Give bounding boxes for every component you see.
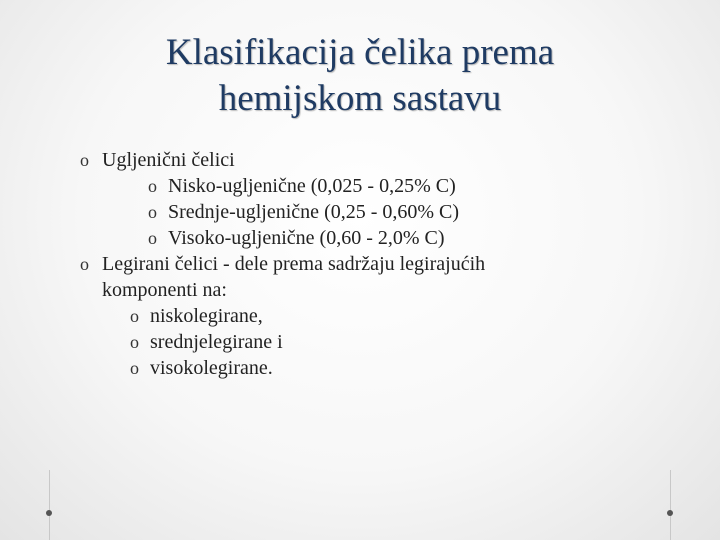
bullet-item-alloy-steels bbox=[80, 251, 680, 277]
sub-item-detail: (0,60 - 2,0% C) bbox=[314, 227, 445, 249]
sub-item-label: visokolegirane bbox=[150, 357, 268, 379]
sub-item-label: Nisko-ugljenične bbox=[168, 175, 306, 197]
right-decor-line bbox=[670, 470, 671, 540]
bullet-marker: o bbox=[80, 254, 89, 274]
bullet-item-carbon-steels bbox=[80, 147, 680, 173]
bullet-marker: o bbox=[148, 228, 157, 248]
slide-content bbox=[80, 147, 680, 381]
slide-title bbox=[60, 30, 660, 122]
right-decor-dot bbox=[667, 510, 673, 516]
alloy-steels-text: - dele prema sadržaju legirajućih bbox=[218, 253, 486, 275]
bullet-marker: o bbox=[130, 332, 139, 352]
sub-item-high-alloy bbox=[80, 355, 680, 381]
sub-item-medium-carbon bbox=[80, 199, 680, 225]
sub-item-detail: (0,25 - 0,60% C) bbox=[319, 201, 460, 223]
carbon-steels-label: Ugljenični čelici bbox=[102, 149, 235, 171]
sub-item-label: Srednje-ugljenične bbox=[168, 201, 320, 223]
sub-item-detail: . bbox=[267, 357, 273, 379]
sub-item-low-carbon bbox=[80, 173, 680, 199]
sub-item-detail: i bbox=[272, 331, 283, 353]
sub-item-high-carbon bbox=[80, 225, 680, 251]
sub-item-detail: (0,025 - 0,25% C) bbox=[305, 175, 456, 197]
bullet-marker: o bbox=[148, 176, 157, 196]
title-line-1: Klasifikacija čelika prema bbox=[165, 32, 555, 73]
left-decor-dot bbox=[46, 510, 52, 516]
bullet-marker: o bbox=[130, 306, 139, 326]
bullet-marker: o bbox=[148, 202, 157, 222]
sub-item-label: niskolegirane bbox=[150, 305, 258, 327]
sub-item-low-alloy bbox=[80, 303, 680, 329]
sub-item-label: srednjelegirane bbox=[150, 331, 273, 353]
title-line-2: hemijskom sastavu bbox=[218, 78, 502, 119]
alloy-steels-label: Legirani čelici bbox=[102, 253, 219, 275]
sub-item-detail: , bbox=[257, 305, 263, 327]
left-decor-line bbox=[49, 470, 50, 540]
sub-item-label: Visoko-ugljenične bbox=[168, 227, 315, 249]
alloy-steels-text-continued: komponenti na: bbox=[102, 279, 227, 301]
bullet-marker: o bbox=[80, 150, 89, 170]
sub-item-medium-alloy bbox=[80, 329, 680, 355]
bullet-marker: o bbox=[130, 358, 139, 378]
